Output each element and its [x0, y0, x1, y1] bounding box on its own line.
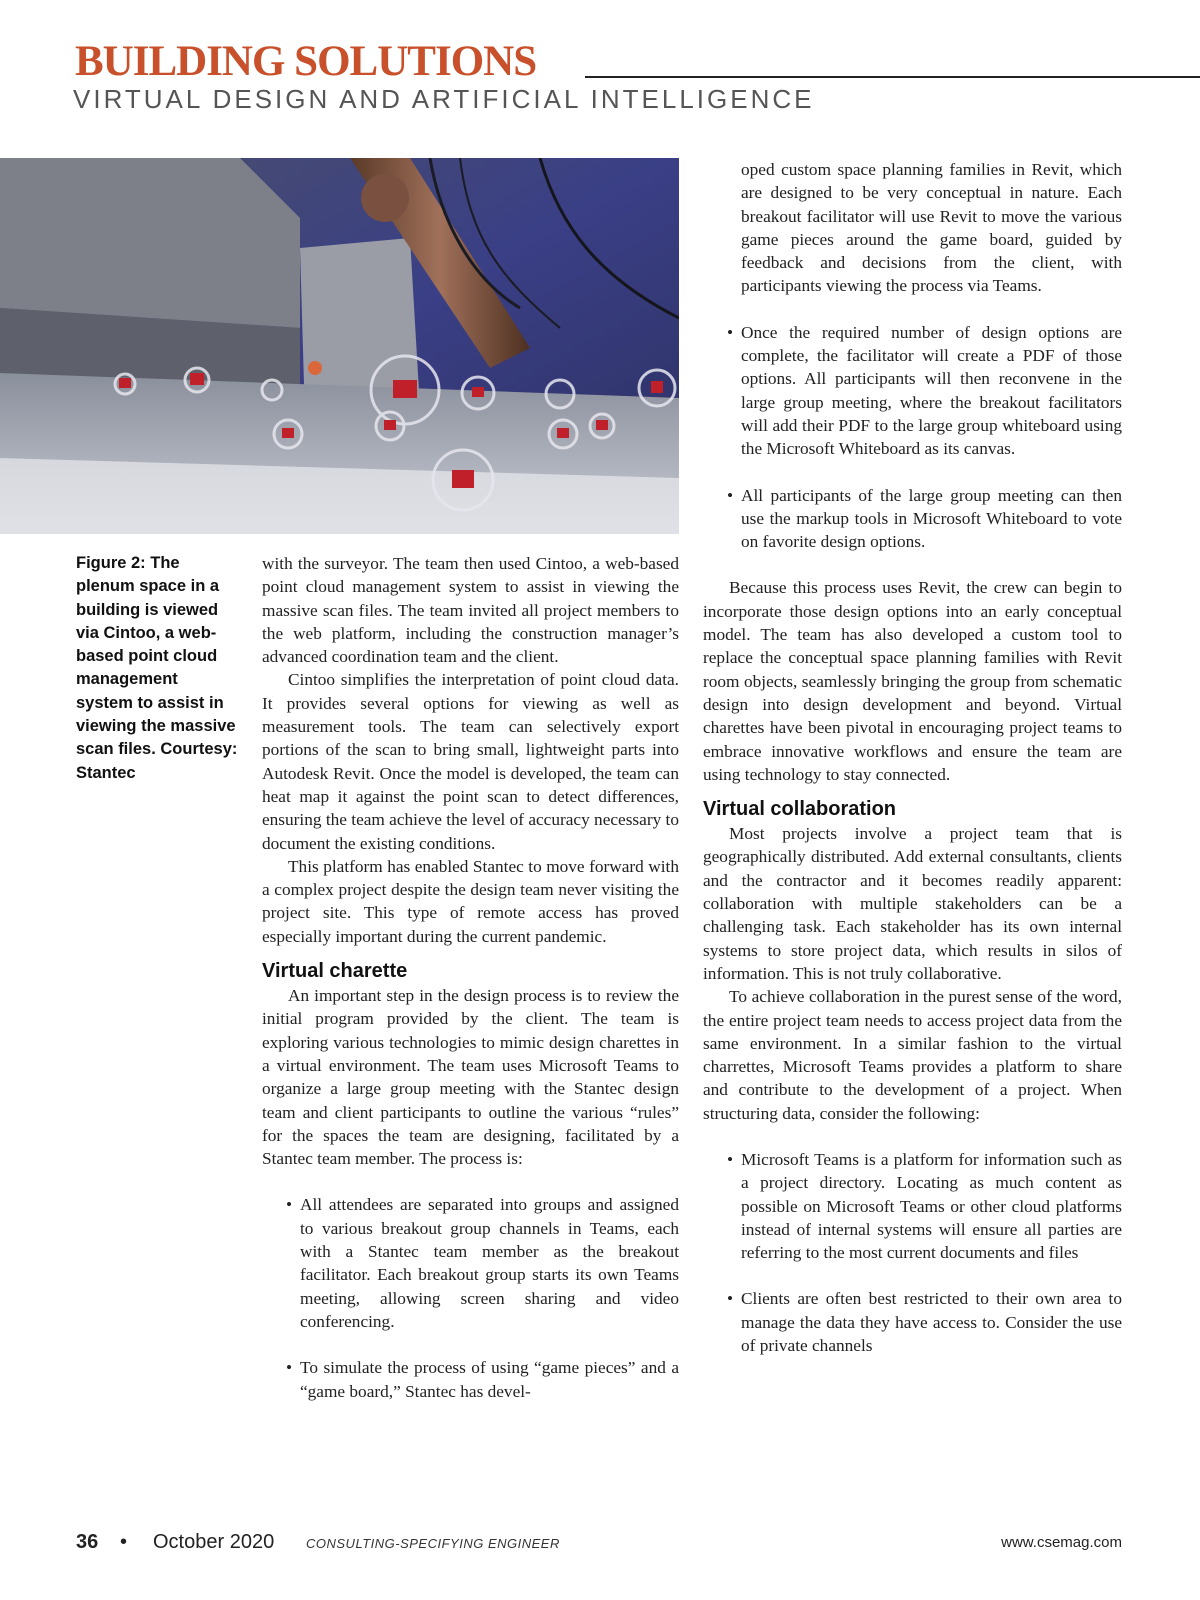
bullet-icon: •	[286, 1358, 293, 1378]
section-heading-virtual-collaboration: Virtual collaboration	[703, 798, 896, 821]
list-item	[262, 1356, 679, 1403]
process-list-continued	[703, 158, 1122, 553]
figure-caption: Figure 2: The plenum space in a building is viewed via Cintoo, a web-based point cloud management system to assist in viewing the massive scan files. Courtesy: Stantec	[76, 554, 238, 782]
process-list	[262, 1193, 679, 1402]
section-title: BUILDING SOLUTIONS	[75, 38, 537, 85]
paragraph: Most projects involve a project team that is geographically distributed. Add external consultants, clients and the contractor and it becomes readily apparent: collaboration with multiple stakeholders can be a challenging task. Each stakeholder has its own internal systems to store project data, which results in silos of information. This is not truly collaborative.	[703, 824, 1122, 983]
list-item-text: oped custom space planning families in Revit, which are designed to be very conceptual in nature. Each breakout facilitator will use Revit to move the various game pieces around the game board, guided by feedback and decisions from the client, with participants viewing the process via Teams.	[741, 160, 1122, 296]
list-item	[703, 321, 1122, 461]
plenum-scan-photo	[0, 158, 679, 534]
body-column-right	[703, 158, 1122, 1357]
page-footer	[76, 1531, 1122, 1557]
bullet-icon: •	[286, 1195, 293, 1215]
section-subtitle: VIRTUAL DESIGN AND ARTIFICIAL INTELLIGENCE	[73, 84, 815, 114]
magazine-name: CONSULTING-SPECIFYING ENGINEER	[306, 1536, 560, 1551]
header-rule	[585, 76, 1200, 78]
list-item	[703, 1148, 1122, 1264]
paragraph: Because this process uses Revit, the crew can begin to incorporate those design options into an early conceptual model. The team has also developed a custom tool to replace the conceptual space planning families with Revit room objects, seamlessly bringing the group from schematic design into design development and beyond. Virtual charettes have been pivotal in encouraging project teams to embrace innovative workflows and ensure the team are using technology to stay connected.	[703, 578, 1122, 784]
bullet-icon: •	[727, 1289, 734, 1309]
paragraph: An important step in the design process is to review the initial program provided by the client. The team is exploring various technologies to mimic design charettes in a virtual environment. The team uses Microsoft Teams to organize a large group meeting with the Stantec design team and client participants to outline the various “rules” for the spaces the team are designing, facilitated by a Stantec team member. The process is:	[262, 986, 679, 1169]
footer-separator: •	[120, 1531, 128, 1553]
list-item-text: To simulate the process of using “game pieces” and a “game board,” Stantec has devel-	[300, 1358, 679, 1401]
list-item	[703, 484, 1122, 554]
list-item-text: Once the required number of design options are complete, the facilitator will create a PDF of those options. All participants will then reconvene in the large group meeting, where the breakout facilitators will add their PDF to the large group whiteboard using the Microsoft Whiteboard as its canvas.	[741, 322, 1122, 459]
data-structuring-list	[703, 1148, 1122, 1357]
paragraph: with the surveyor. The team then used Cintoo, a web-based point cloud management system to assist in viewing the massive scan files. The team invited all project members to the web platform, including the construction manager’s advanced coordination team and the client.	[262, 554, 679, 667]
page-number: 36	[76, 1531, 99, 1553]
list-item-text: Microsoft Teams is a platform for information such as a project directory. Locating as much content as possible on Microsoft Teams or other cloud platforms instead of internal systems will ensure all parties are referring to the most current documents and files	[741, 1149, 1122, 1263]
bullet-icon: •	[727, 322, 734, 342]
issue-date: October 2020	[153, 1531, 275, 1553]
list-item-text: Clients are often best restricted to their own area to manage the data they have access to. Consider the use of private channels	[741, 1289, 1122, 1356]
paragraph: Cintoo simplifies the interpretation of point cloud data. It provides several options for viewing as well as measurement tools. The team can selectively export portions of the scan to bring small, lightweight parts into Autodesk Revit. Once the model is developed, the team can heat map it against the point scan to detect differences, ensuring the team achieve the level of accuracy necessary to document the existing conditions.	[262, 670, 679, 853]
paragraph: This platform has enabled Stantec to move forward with a complex project despite the design team never visiting the project site. This type of remote access has proved especially important during the current pandemic.	[262, 856, 679, 946]
list-item	[703, 1287, 1122, 1357]
list-item-text: All attendees are separated into groups and assigned to various breakout group channels in Teams, each with a Stantec team member as the breakout facilitator. Each breakout group starts its own Teams meeting, allowing screen sharing and video conferencing.	[300, 1195, 679, 1331]
bullet-icon: •	[727, 1149, 734, 1169]
website-url[interactable]: www.csemag.com	[1001, 1534, 1122, 1551]
section-heading-virtual-charette: Virtual charette	[262, 960, 408, 983]
bullet-icon: •	[727, 485, 734, 505]
list-item	[703, 158, 1122, 298]
paragraph: To achieve collaboration in the purest sense of the word, the entire project team needs to access project data from the same environment. In a similar fashion to the virtual charrettes, Microsoft Teams provides a platform to share and contribute to the development of a project. When structuring data, consider the following:	[703, 987, 1122, 1123]
list-item	[262, 1193, 679, 1333]
body-column-middle	[262, 552, 679, 1403]
list-item-text: All participants of the large group meeting can then use the markup tools in Microsoft Whiteboard to vote on favorite design options.	[741, 485, 1122, 552]
